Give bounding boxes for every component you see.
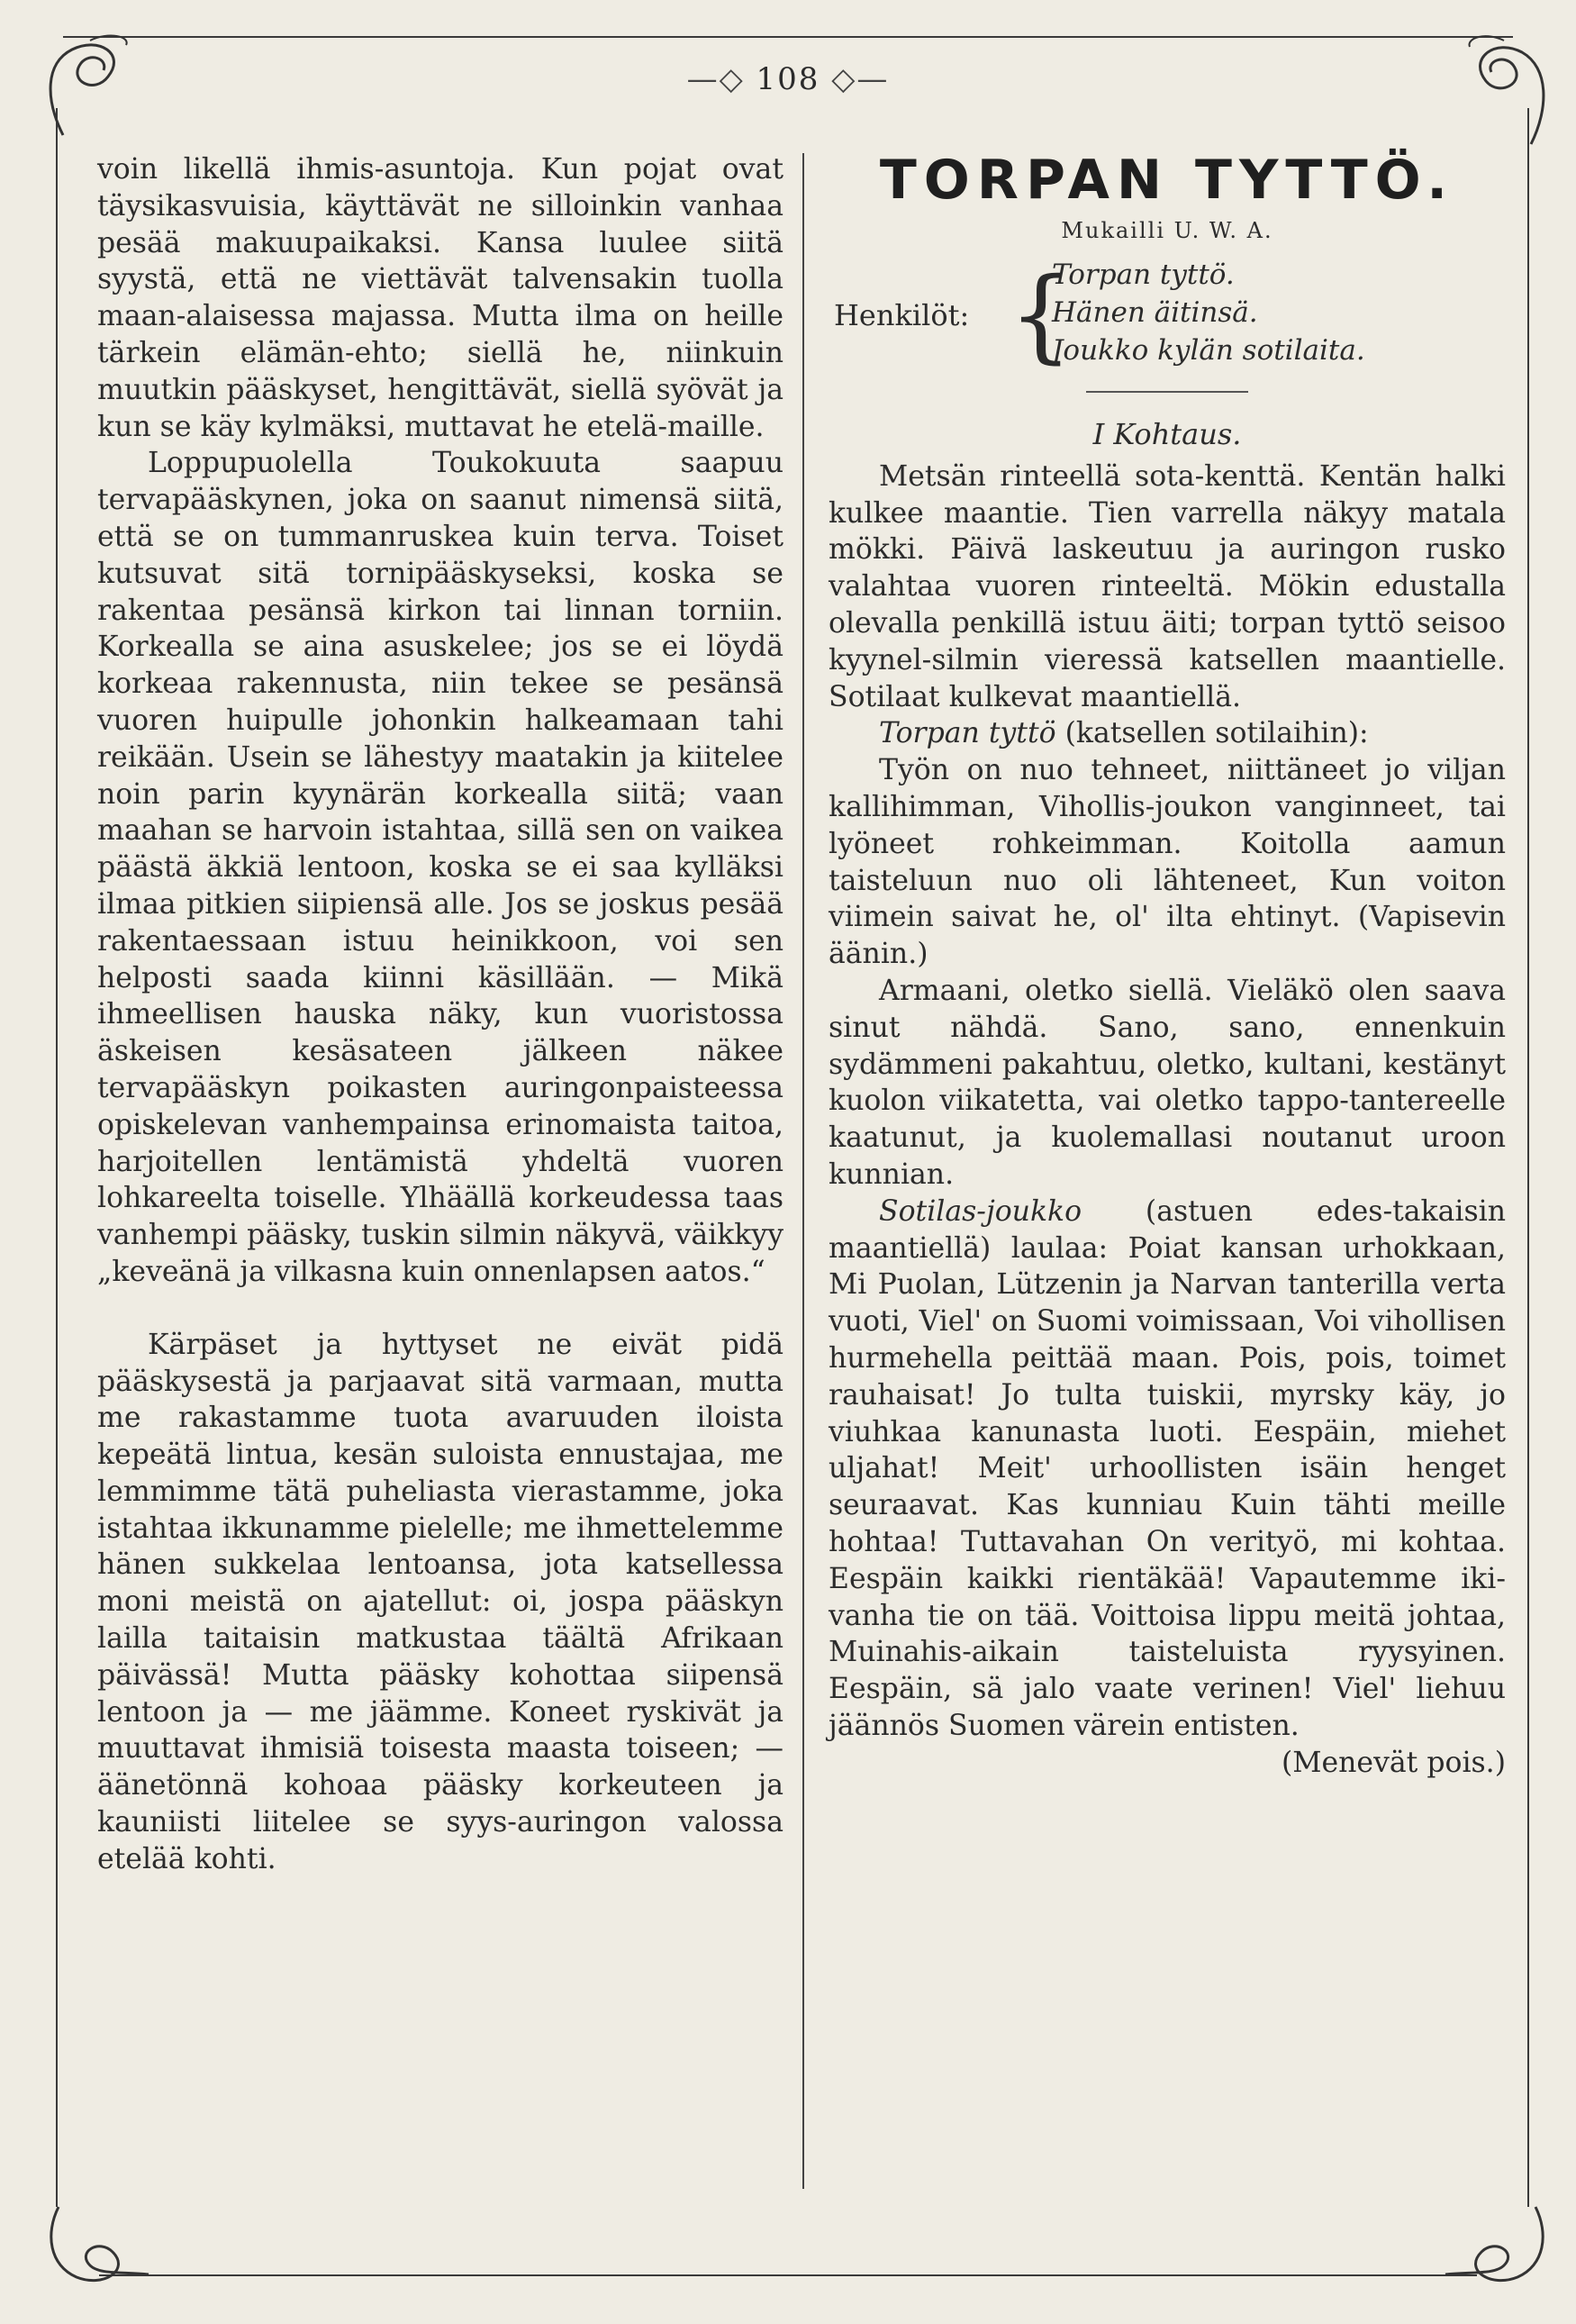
speaker-name: Sotilas-joukko <box>879 1194 1082 1228</box>
cast-brace: { <box>1009 257 1073 374</box>
left-paragraph-2: Loppupuolella Toukokuuta saapuu tervapääskynen, joka on saanut nimensä siitä, että se on tummanruskea kuin terva. Toiset kutsuvat sitä tornipääskyseksi, koska se rakentaa pesänsä kirkon tai linnan torniin. Korkealla se aina asuskelee; jos se ei löydä korkeaa rakennusta, niin tekee se pesänsä vuoren huipulle johonkin halkeamaan tahi reikään. Usein se lähestyy maatakin ja kiitelee noin parin kyynärän korkealla siitä; vaan maahan se harvoin istahtaa, sillä sen on vaikea päästä äkkiä lentoon, koska se ei saa kylläksi ilmaa pitkien siipiensä alle. Jos se joskus pesää rakentaessaan istuu heinikkoon, voi sen helposti saada kiinni käsillään. — Mikä ihmeellisen hauska näky, kun vuoristossa äskeisen kesäsateen jälkeen näkee tervapääskyn poikasten auringonpaisteessa opiskelevan vanhempainsa erinomaista taitoa, harjoitellen lentämistä yhdeltä vuoren lohkareelta toiselle. Ylhäällä korkeudessa taas vanhempi pääsky, tuskin silmin näkyvä, väikkyy „keveänä ja vilkasna kuin onnenlapsen aatos.“ <box>97 447 783 1288</box>
frame-left-rule <box>56 108 58 2207</box>
poem-title: TORPAN TYTTÖ. <box>879 149 1455 212</box>
choir-section <box>829 1194 1506 1745</box>
left-column <box>97 151 783 1878</box>
corner-flourish-bottom-right <box>1432 2198 1558 2297</box>
left-paragraph-3: Kärpäset ja hyttyset ne eivät pidä pääskysestä ja parjaavat sitä varmaan, mutta me rakastamme tuota avaruuden iloista kepeätä lintua, kesän suloista ennustajaa, me lemmimme tätä puheliasta vierastamme, joka istahtaa ikkunamme pielelle; me ihmettelemme hänen sukkelaa lentoansa, jota katsellessa moni meistä on ajatellut: oi, jospa pääskyn lailla taitaisin matkustaa täältä Afrikaan päivässä! Mutta pääsky kohottaa siipensä lentoon ja — me jäämme. Koneet ryskivät ja muuttavat ihmisiä toisesta maasta toiseen; — äänetönnä kohoaa pääsky korkeuteen ja kauniisti liitelee se syys-auringon valossa etelää kohti. <box>97 1328 783 1875</box>
frame-bottom-rule <box>99 2274 1477 2276</box>
speaker-direction: (katsellen sotilaihin): <box>1064 717 1369 750</box>
girl-speech-heading <box>829 715 1506 752</box>
exit-direction: (Menevät pois.) <box>1281 1746 1506 1779</box>
cast-label: Henkilöt: <box>834 298 970 332</box>
scene-heading: I Kohtaus. <box>1092 417 1242 451</box>
frame-top-rule <box>63 36 1513 38</box>
cast-member: Hänen äitinsä. <box>1052 296 1258 329</box>
stage-direction: Metsän rinteellä sota-kenttä. Kentän halki kulkee maantie. Tien varrella näkyy matala mökki. Päivä laskeutuu ja auringon rusko valahtaa vuoren rinteeltä. Mökin edustalla olevalla penkillä istuu äiti; torpan tyttö seisoo kyynel-silmin vieressä katsellen maantielle. Sotilaat kulkevat maantiellä. <box>829 459 1506 713</box>
cast-names <box>1052 256 1365 369</box>
translator-credit: Mukailli U. W. A. <box>1061 218 1273 243</box>
column-divider <box>802 153 804 2189</box>
cast-member: Torpan tyttö. <box>1052 259 1235 291</box>
page-number: —◇ 108 ◇— <box>686 61 890 97</box>
left-paragraph-1: voin likellä ihmis-asuntoja. Kun pojat ovat täysikasvuisia, käyttävät ne silloinkin vanhaa pesää makuupaikaksi. Kansa luulee siitä syystä, että ne viettävät talvensakin tuolla maan-alaisessa majassa. Mutta ilma on heille tärkein elämän-ehto; siellä he, niinkuin muutkin pääskyset, hengittävät, siellä syövät ja kun se käy kylmäksi, muttavat he etelä-maille. <box>97 153 783 443</box>
corner-flourish-bottom-left <box>36 2198 162 2297</box>
girl-lines-2: Armaani, oletko siellä. Vieläkö olen saava sinut nähdä. Sano, sano, ennenkuin sydämmeni pakahtuu, oletko, kultani, kestänyt kuolon viikatetta, vai oletko tappo-tantereelle kaatunut, ja kuolemallasi noutanut uroon kunnian. <box>829 974 1506 1191</box>
cast-list <box>829 256 1506 375</box>
girl-lines-1: Työn on nuo tehneet, niittäneet jo viljan kallihimman, Vihollis-joukon vanginneet, tai lyöneet rohkeimman. Koitolla aamun taisteluun nuo oli lähteneet, Kun voiton viimein saivat he, ol' ilta ehtinyt. (Vapisevin äänin.) <box>829 754 1506 971</box>
speaker-direction: (astuen edes-takaisin maantiellä) laulaa: <box>829 1194 1506 1265</box>
cast-member: Joukko kylän sotilaita. <box>1052 334 1365 367</box>
frame-right-rule <box>1527 108 1529 2207</box>
speaker-name: Torpan tyttö <box>879 717 1056 750</box>
choir-lines: Poiat kansan urhokkaan, Mi Puolan, Lützenin ja Narvan tanterilla verta vuoti, Viel' on Suomi voimissaan, Voi vihollisen hurmehella peittää maan. Pois, pois, toimet rauhaisat! Jo tulta tuiskii, myrsky käy, jo viuhkaa kanunasta luoti. Eespäin, miehet uljahat! Meit' urhoollisten isäin henget seuraavat. Kas kunniau Kuin tähti meille hohtaa! Tuttavahan On verityö, mi kohtaa. Eespäin kaikki rientäkää! Vapautemme iki-vanha tie on tää. Voittoisa lippu meitä johtaa, Muinahis-aikain taisteluista ryysyinen. Eespäin, sä jalo vaate verinen! Viel' liehuu jäännös Suomen värein entisten. <box>829 1231 1506 1742</box>
section-rule <box>1086 391 1248 393</box>
right-column <box>829 151 1506 1781</box>
